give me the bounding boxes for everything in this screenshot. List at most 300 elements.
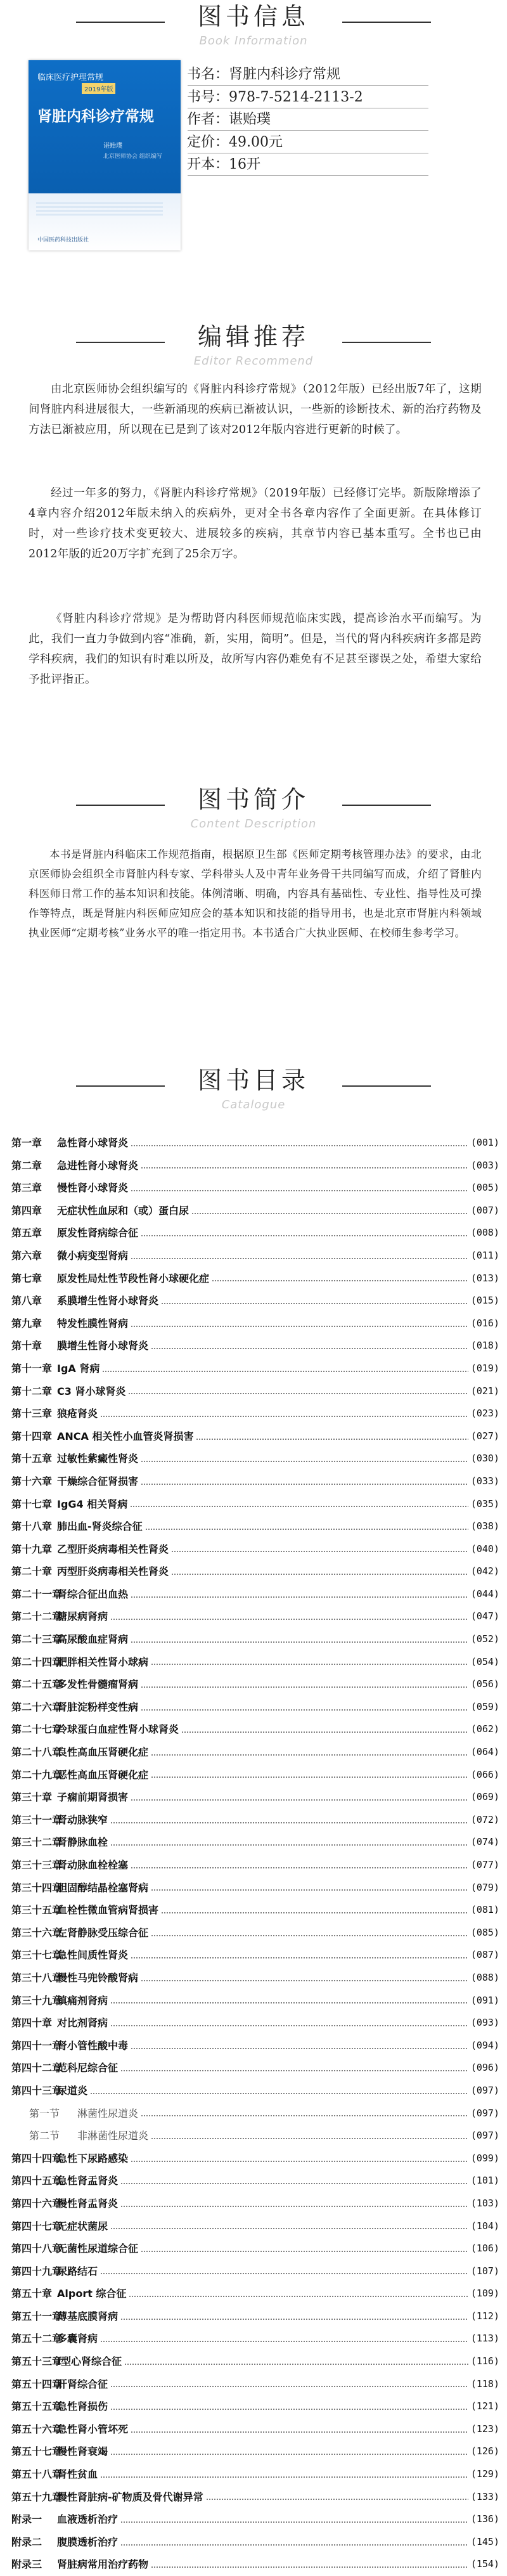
recommend-paragraph-2: 经过一年多的努力，《肾脏内科诊疗常规》（2019年版）已经修订完毕。新版除增添了4章内容介绍2012年版未纳入的疾病外，更对全书各章内容作了全面更新。在具体修订时，对一些诊疗技术变更较大、进展较多的疾病，其章节内容已基本重写。全书也已由2012年版的近20万字扩充到了25余万字。 (29, 487, 482, 560)
toc-leader-dots (110, 1619, 468, 1620)
toc-chapter-item (11, 1990, 499, 2012)
toc-chapter-item (11, 1312, 499, 1335)
toc-chapter-item (11, 2463, 499, 2486)
toc-chapter-title: 系膜增生性肾小球肾炎 (57, 1295, 159, 1307)
toc-chapter-title: IgG4 相关肾病 (57, 1498, 128, 1510)
title-divider-left (76, 22, 165, 23)
toc-chapter-title: 丙型肝炎病毒相关性肾炎 (57, 1565, 169, 1578)
toc-chapter-item (11, 2440, 499, 2463)
toc-page-number: (106) (470, 2243, 499, 2255)
toc-chapter-item (11, 2395, 499, 2418)
toc-leader-dots (131, 2048, 468, 2049)
toc-leader-dots (181, 1731, 468, 1733)
toc-leader-dots (131, 1145, 468, 1146)
toc-chapter-number: 第十六章 (11, 1475, 53, 1487)
toc-chapter-number: 第七章 (11, 1272, 42, 1285)
cover-editor-note: 北京医师协会 组织编写 (103, 153, 162, 160)
title-divider-left (76, 805, 165, 806)
toc-page-number: (107) (470, 2265, 499, 2277)
toc-chapter-item (11, 2147, 499, 2170)
toc-chapter-item (11, 1357, 499, 1380)
toc-page-number: (116) (470, 2355, 499, 2367)
toc-chapter-title: 尿路结石 (57, 2265, 98, 2277)
toc-leader-dots (128, 1393, 468, 1394)
toc-page-number: (133) (470, 2490, 499, 2502)
info-divider (188, 130, 428, 131)
toc-chapter-number: 第五十六章 (11, 2423, 63, 2435)
toc-chapter-number: 第十一章 (11, 1362, 53, 1375)
toc-chapter-title: 狼疮肾炎 (57, 1408, 98, 1420)
toc-chapter-item (11, 2080, 499, 2102)
title-divider-right (342, 342, 431, 343)
toc-chapter-item (11, 1605, 499, 1628)
toc-chapter-title: 乙型肝炎病毒相关性肾炎 (57, 1543, 169, 1555)
toc-chapter-number: 第四十六章 (11, 2197, 63, 2210)
toc-chapter-number: 第四十九章 (11, 2265, 63, 2277)
toc-chapter-number: 第四章 (11, 1204, 42, 1217)
cover-author: 谌贻璞 (103, 143, 122, 150)
toc-page-number: (113) (470, 2333, 499, 2345)
toc-chapter-item (11, 1741, 499, 1764)
intro-paragraph: 本书是肾脏内科临床工作规范指南，根据原卫生部《医师定期考核管理办法》的要求，由北京医师协会组织全市肾脏内科专家、学科带头人及中青年业务骨干共同编写而成，介绍了肾脏内科医师日常工作的基本知识和技能。体例清晰、明确，内容具有基础性、专业性、指导性及可操作等特点，既是肾脏内科医师应知应会的基本知识和技能的指导用书，也是北京市肾脏内科领域执业医师“定期考核”业务水平的唯一指定用书。本书适合广大执业医师、在校师生参考学习。 (29, 848, 482, 939)
toc-leader-dots (124, 2364, 468, 2365)
toc-leader-dots (151, 2138, 468, 2139)
toc-chapter-number: 附录三 (11, 2558, 42, 2571)
toc-leader-dots (131, 1596, 468, 1598)
toc-leader-dots (131, 1258, 468, 1259)
toc-chapter-title: 肺出血-肾炎综合征 (57, 1520, 143, 1533)
toc-chapter-title: 尿道炎 (57, 2084, 88, 2097)
toc-page-number: (081) (470, 1904, 499, 1916)
section-subheading: Catalogue (221, 1098, 286, 1111)
toc-leader-dots (120, 2183, 468, 2184)
toc-chapter-title: 肝肾综合征 (57, 2378, 108, 2390)
cover-publisher: 中国医药科技出版社 (37, 237, 89, 243)
toc-chapter-item (11, 1583, 499, 1606)
toc-chapter-number: 第二十二章 (11, 1610, 63, 1623)
toc-leader-dots (161, 1912, 468, 1913)
toc-chapter-item (11, 2035, 499, 2057)
toc-chapter-title: 肾静脉血栓 (57, 1836, 108, 1849)
title-divider-left (76, 342, 165, 343)
toc-chapter-number: 第十八章 (11, 1520, 53, 1533)
toc-chapter-item (11, 1380, 499, 1403)
toc-chapter-title: 急进性肾小球肾炎 (57, 1159, 139, 1172)
toc-chapter-item (11, 1402, 499, 1425)
section-title-catalogue (0, 1064, 507, 1112)
cover-series: 临床医疗护理常规 (37, 73, 104, 82)
toc-leader-dots (151, 1889, 468, 1891)
toc-chapter-number: 第五十一章 (11, 2310, 63, 2322)
toc-chapter-title: 淋菌性尿道炎 (77, 2107, 139, 2120)
toc-chapter-title: 急性间质性肾炎 (57, 1949, 129, 1962)
toc-chapter-item (11, 1447, 499, 1470)
toc-chapter-number: 第四十一章 (11, 2039, 63, 2052)
toc-page-number: (123) (470, 2423, 499, 2435)
toc-chapter-item (11, 1922, 499, 1945)
toc-chapter-title: 慢性马兜铃酸肾病 (57, 1971, 139, 1984)
toc-chapter-title: 过敏性紫癜性肾炎 (57, 1453, 139, 1465)
toc-chapter-number: 第二十五章 (11, 1678, 63, 1691)
toc-section-item (11, 2125, 499, 2147)
toc-leader-dots (151, 2566, 468, 2568)
toc-chapter-number: 第五十八章 (11, 2468, 63, 2481)
toc-leader-dots (110, 2454, 468, 2455)
toc-chapter-item (11, 2192, 499, 2215)
toc-chapter-item (11, 2531, 499, 2554)
toc-page-number: (042) (470, 1565, 499, 1577)
toc-chapter-title: 冷球蛋白血症性肾小球肾炎 (57, 1723, 179, 1736)
toc-chapter-number: 附录一 (11, 2513, 42, 2526)
toc-chapter-number: 第五十七章 (11, 2445, 63, 2458)
toc-chapter-number: 第四十八章 (11, 2243, 63, 2255)
toc-chapter-title: 胆固醇结晶栓塞肾病 (57, 1881, 149, 1894)
toc-page-number: (044) (470, 1588, 499, 1600)
toc-leader-dots (131, 1641, 468, 1643)
toc-page-number: (079) (470, 1881, 499, 1893)
toc-leader-dots (206, 2499, 468, 2500)
toc-chapter-item (11, 2215, 499, 2238)
toc-page-number: (018) (470, 1340, 499, 1352)
toc-page-number: (145) (470, 2535, 499, 2547)
toc-leader-dots (120, 2544, 468, 2546)
toc-chapter-number: 第四十四章 (11, 2152, 63, 2165)
toc-leader-dots (100, 2341, 468, 2342)
toc-chapter-number: 第十九章 (11, 1543, 53, 1555)
toc-leader-dots (110, 1822, 468, 1823)
toc-chapter-number: 第二十八章 (11, 1746, 63, 1759)
toc-leader-dots (151, 1754, 468, 1756)
toc-chapter-title: 慢性肾小球肾炎 (57, 1182, 129, 1194)
toc-chapter-number: 第一节 (29, 2107, 60, 2120)
section-heading: 图书简介 (197, 786, 309, 813)
toc-chapter-item (11, 1267, 499, 1290)
toc-chapter-item (11, 1831, 499, 1854)
toc-chapter-number: 第二章 (11, 1159, 42, 1172)
toc-page-number: (099) (470, 2152, 499, 2164)
toc-leader-dots (141, 1461, 468, 1462)
toc-chapter-title: 慢性肾衰竭 (57, 2445, 108, 2458)
toc-page-number: (013) (470, 1272, 499, 1284)
toc-leader-dots (145, 1529, 468, 1530)
toc-chapter-number: 第五十二章 (11, 2333, 63, 2345)
toc-chapter-number: 第五十三章 (11, 2355, 63, 2368)
toc-page-number: (035) (470, 1498, 499, 1510)
toc-chapter-number: 第十三章 (11, 1408, 53, 1420)
toc-leader-dots (131, 2431, 468, 2433)
toc-chapter-item (11, 2282, 499, 2305)
toc-chapter-title: C3 肾小球肾炎 (57, 1385, 126, 1397)
toc-leader-dots (151, 1664, 468, 1665)
toc-page-number: (118) (470, 2378, 499, 2390)
toc-leader-dots (120, 2070, 468, 2071)
toc-chapter-title: 高尿酸血症肾病 (57, 1633, 129, 1646)
toc-chapter-number: 第三十章 (11, 1791, 53, 1804)
toc-leader-dots (141, 2115, 468, 2116)
toc-page-number: (011) (470, 1249, 499, 1261)
toc-chapter-title: 良性高血压肾硬化症 (57, 1746, 149, 1759)
toc-leader-dots (90, 2093, 468, 2094)
toc-chapter-number: 第二十六章 (11, 1700, 63, 1713)
toc-leader-dots (141, 2251, 468, 2252)
toc-page-number: (126) (470, 2445, 499, 2457)
toc-chapter-number: 第三十三章 (11, 1859, 63, 1871)
toc-chapter-number: 第二十九章 (11, 1768, 63, 1781)
toc-leader-dots (100, 2273, 468, 2274)
toc-leader-dots (131, 1190, 468, 1191)
toc-page-number: (038) (470, 1520, 499, 1532)
toc-chapter-title: 血栓性微血管病肾损害 (57, 1904, 159, 1917)
toc-chapter-title: 非淋菌性尿道炎 (77, 2130, 149, 2142)
toc-chapter-number: 第五十章 (11, 2288, 53, 2300)
toc-leader-dots (141, 1686, 468, 1688)
toc-chapter-item (11, 1560, 499, 1583)
toc-page-number: (069) (470, 1791, 499, 1803)
toc-chapter-number: 第五十五章 (11, 2400, 63, 2413)
toc-chapter-title: Alport 综合征 (57, 2288, 127, 2300)
toc-chapter-title: 肾综合征出血热 (57, 1588, 129, 1600)
toc-chapter-item (11, 1493, 499, 1516)
toc-leader-dots (102, 1371, 468, 1372)
toc-chapter-title: 无症状性血尿和（或）蛋白尿 (57, 1204, 189, 1217)
cover-edition: 2019年版 (82, 83, 115, 94)
toc-page-number: (059) (470, 1700, 499, 1712)
toc-leader-dots (141, 1980, 468, 1981)
toc-page-number: (097) (470, 2084, 499, 2096)
toc-chapter-title: 特发性膜性肾病 (57, 1317, 129, 1330)
toc-leader-dots (110, 2228, 468, 2229)
toc-leader-dots (110, 2025, 468, 2026)
toc-leader-dots (131, 1799, 468, 1801)
toc-page-number: (109) (470, 2288, 499, 2300)
toc-chapter-number: 第二十四章 (11, 1655, 63, 1668)
toc-chapter-item (11, 1222, 499, 1245)
toc-page-number: (001) (470, 1137, 499, 1148)
toc-page-number: (016) (470, 1317, 499, 1329)
toc-chapter-number: 第三十七章 (11, 1949, 63, 1962)
toc-chapter-number: 第十七章 (11, 1498, 53, 1510)
toc-chapter-title: 肾脏病常用治疗药物 (57, 2558, 149, 2571)
title-divider-left (76, 1085, 165, 1087)
toc-page-number: (056) (470, 1678, 499, 1690)
toc-chapter-item (11, 1290, 499, 1312)
toc-chapter-number: 第二节 (29, 2130, 60, 2142)
toc-chapter-title: 左肾静脉受压综合征 (57, 1926, 149, 1939)
toc-page-number: (077) (470, 1859, 499, 1870)
toc-page-number: (101) (470, 2175, 499, 2187)
toc-chapter-item (11, 2057, 499, 2080)
toc-chapter-title: 原发性肾病综合征 (57, 1227, 139, 1239)
toc-chapter-number: 第十四章 (11, 1430, 53, 1442)
toc-chapter-item (11, 1628, 499, 1651)
toc-chapter-item (11, 2553, 499, 2576)
toc-page-number: (104) (470, 2220, 499, 2232)
toc-chapter-title: 肾小管性酸中毒 (57, 2039, 129, 2052)
toc-chapter-item (11, 2260, 499, 2283)
toc-chapter-title: 多囊肾病 (57, 2333, 98, 2345)
toc-leader-dots (110, 2409, 468, 2410)
toc-chapter-item (11, 1673, 499, 1696)
toc-chapter-number: 第四十三章 (11, 2084, 63, 2097)
toc-chapter-title: ANCA 相关性小血管炎肾损害 (57, 1430, 194, 1442)
toc-page-number: (085) (470, 1926, 499, 1938)
toc-chapter-title: 糖尿病肾病 (57, 1610, 108, 1623)
toc-chapter-number: 附录二 (11, 2535, 42, 2548)
toc-chapter-title: 子痫前期肾损害 (57, 1791, 129, 1804)
toc-chapter-item (11, 2237, 499, 2260)
toc-chapter-title: 慢性肾脏病-矿物质及骨代谢异常 (57, 2490, 203, 2503)
cover-blurb (36, 202, 163, 221)
toc-page-number: (087) (470, 1949, 499, 1961)
toc-page-number: (005) (470, 1182, 499, 1194)
toc-chapter-item (11, 1651, 499, 1674)
toc-chapter-title: 腹膜透析治疗 (57, 2535, 119, 2548)
title-divider-right (342, 1085, 431, 1087)
toc-chapter-item (11, 2012, 499, 2035)
toc-chapter-number: 第一章 (11, 1137, 42, 1149)
toc-chapter-number: 第三十九章 (11, 1994, 63, 2007)
toc-leader-dots (171, 1551, 468, 1552)
toc-leader-dots (110, 2002, 468, 2003)
toc-chapter-title: 血液透析治疗 (57, 2513, 119, 2526)
info-row-title: 书名：肾脏内科诊疗常规 (187, 67, 341, 82)
toc-page-number: (040) (470, 1543, 499, 1555)
toc-chapter-item (11, 2327, 499, 2350)
toc-chapter-number: 第五十四章 (11, 2378, 63, 2390)
section-subheading: Book Information (199, 34, 308, 48)
toc-chapter-title: 肾动脉狭窄 (57, 1813, 108, 1826)
toc-chapter-item (11, 1786, 499, 1809)
toc-chapter-item (11, 2350, 499, 2373)
toc-page-number: (007) (470, 1204, 499, 1216)
toc-page-number: (008) (470, 1227, 499, 1239)
section-title-book-info (0, 0, 507, 48)
toc-chapter-title: 对比剂肾病 (57, 2017, 108, 2029)
toc-chapter-number: 第二十三章 (11, 1633, 63, 1646)
title-divider-right (342, 805, 431, 806)
recommend-paragraph-1: 由北京医师协会组织编写的《肾脏内科诊疗常规》（2012年版）已经出版7年了，这期间肾脏内科进展很大，一些新涌现的疾病已渐被认识，一些新的诊断技术、新的治疗药物及方法已渐被应用，所以现在已是到了该对2012年版内容进行更新的时候了。 (29, 383, 482, 436)
toc-leader-dots (141, 1167, 468, 1168)
toc-page-number: (103) (470, 2197, 499, 2209)
toc-chapter-number: 第三十八章 (11, 1971, 63, 1984)
toc-leader-dots (100, 2476, 468, 2478)
cover-title: 肾脏内科诊疗常规 (37, 108, 154, 125)
toc-page-number: (064) (470, 1746, 499, 1758)
info-row-format: 开本：16开 (187, 157, 261, 172)
toc-chapter-item (11, 1177, 499, 1200)
toc-chapter-item (11, 1967, 499, 1990)
toc-page-number: (091) (470, 1994, 499, 2006)
section-subheading: Editor Recommend (193, 354, 314, 368)
toc-leader-dots (151, 1348, 468, 1349)
toc-chapter-title: 无症状菌尿 (57, 2220, 108, 2232)
toc-chapter-number: 第二十一章 (11, 1588, 63, 1600)
toc-chapter-item (11, 1877, 499, 1900)
toc-chapter-item (11, 2305, 499, 2328)
info-divider (188, 175, 428, 176)
toc-chapter-item (11, 1809, 499, 1832)
toc-leader-dots (212, 1280, 468, 1281)
toc-chapter-number: 第二十七章 (11, 1723, 63, 1736)
toc-chapter-item (11, 1425, 499, 1448)
toc-page-number: (015) (470, 1295, 499, 1307)
toc-page-number: (030) (470, 1453, 499, 1465)
toc-chapter-title: 微小病变型肾病 (57, 1249, 129, 1262)
toc-leader-dots (110, 1844, 468, 1846)
toc-chapter-item (11, 1515, 499, 1538)
toc-page-number: (097) (470, 2130, 499, 2142)
toc-chapter-item (11, 2373, 499, 2396)
toc-chapter-title: 薄基底膜肾病 (57, 2310, 119, 2322)
toc-chapter-title: 急性肾盂肾炎 (57, 2175, 119, 2187)
toc-chapter-item (11, 1696, 499, 1719)
section-title-content-description (0, 783, 507, 831)
toc-chapter-title: Ⅰ型心肾综合征 (57, 2355, 122, 2368)
toc-page-number: (129) (470, 2468, 499, 2480)
toc-chapter-item (11, 1200, 499, 1222)
toc-chapter-title: 恶性高血压肾硬化症 (57, 1768, 149, 1781)
toc-leader-dots (110, 2386, 468, 2387)
toc-page-number: (062) (470, 1723, 499, 1735)
toc-page-number: (136) (470, 2513, 499, 2525)
toc-chapter-title: 干燥综合征肾损害 (57, 1475, 139, 1487)
toc-chapter-number: 第九章 (11, 1317, 42, 1330)
section-heading: 编辑推荐 (197, 323, 309, 351)
toc-chapter-number: 第二十章 (11, 1565, 53, 1578)
toc-page-number: (096) (470, 2062, 499, 2074)
recommend-paragraph-3: 《肾脏内科诊疗常规》是为帮助肾内科医师规范临床实践，提高诊治水平而编写。为此，我们一直力争做到内容“准确，新，实用，简明”。但是，当代的肾内科疾病许多都是跨学科疾病，我们的知识有时难以所及，故所写内容仍难免有不足甚至谬误之处，希望大家给予批评指正。 (29, 612, 482, 686)
toc-page-number: (019) (470, 1362, 499, 1374)
toc-page-number: (097) (470, 2107, 499, 2119)
toc-chapter-title: 镇痛剂肾病 (57, 1994, 108, 2007)
info-row-author: 作者：谌贻璞 (187, 112, 271, 127)
toc-chapter-number: 第四十章 (11, 2017, 53, 2029)
toc-chapter-item (11, 2486, 499, 2509)
toc-chapter-number: 第五十九章 (11, 2490, 63, 2503)
toc-chapter-item (11, 1764, 499, 1787)
toc-leader-dots (120, 2206, 468, 2207)
toc-chapter-item (11, 2418, 499, 2441)
toc-leader-dots (151, 1777, 468, 1778)
toc-chapter-number: 第十五章 (11, 1453, 53, 1465)
toc-page-number: (154) (470, 2558, 499, 2570)
toc-page-number: (052) (470, 1633, 499, 1645)
toc-leader-dots (131, 1867, 468, 1868)
section-heading: 图书信息 (197, 3, 309, 30)
toc-chapter-title: IgA 肾病 (57, 1362, 100, 1375)
toc-chapter-number: 第六章 (11, 1249, 42, 1262)
toc-chapter-number: 第三十一章 (11, 1813, 63, 1826)
toc-chapter-title: 原发性局灶性节段性肾小球硬化症 (57, 1272, 210, 1285)
toc-page-number: (121) (470, 2400, 499, 2412)
toc-chapter-item (11, 2170, 499, 2192)
toc-leader-dots (196, 1439, 468, 1440)
toc-chapter-item (11, 2508, 499, 2531)
toc-chapter-title: 肥胖相关性肾小球病 (57, 1655, 149, 1668)
section-subheading: Content Description (190, 817, 317, 831)
toc-chapter-title: 膜增生性肾小球肾炎 (57, 1340, 149, 1352)
toc-chapter-item (11, 1538, 499, 1561)
toc-leader-dots (141, 1235, 468, 1236)
toc-page-number: (003) (470, 1159, 499, 1171)
toc-chapter-title: 急性肾小管坏死 (57, 2423, 129, 2435)
toc-chapter-number: 第四十七章 (11, 2220, 63, 2232)
toc-chapter-item (11, 1132, 499, 1155)
toc-chapter-item (11, 1155, 499, 1177)
toc-chapter-title: 急性肾损伤 (57, 2400, 108, 2413)
toc-chapter-title: 无菌性尿道综合征 (57, 2243, 139, 2255)
book-cover (29, 60, 181, 250)
